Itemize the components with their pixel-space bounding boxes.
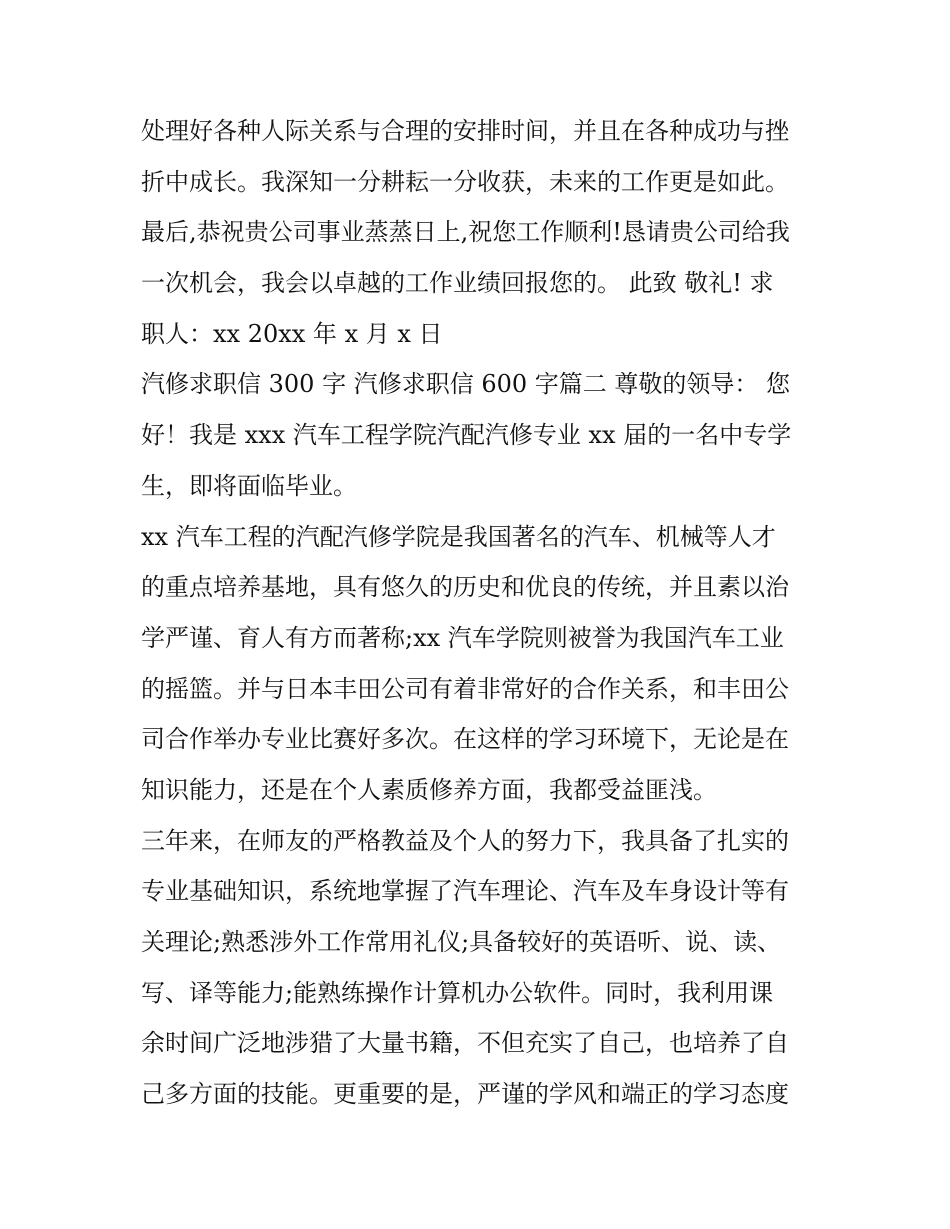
text-line: 的重点培养基地，具有悠久的历史和优良的传统，并且素以治 bbox=[141, 573, 789, 602]
text-line: 最后,恭祝贵公司事业蒸蒸日上,祝您工作顺利!恳请贵公司给我 bbox=[141, 218, 790, 247]
text-line: 处理好各种人际关系与合理的安排时间，并且在各种成功与挫 bbox=[141, 117, 789, 145]
text-line: 余时间广泛地涉猎了大量书籍，不但充实了自己，也培养了自 bbox=[141, 1029, 789, 1058]
text-line: 一次机会，我会以卓越的工作业绩回报您的。 此致 敬礼! 求 bbox=[141, 269, 774, 298]
text-line: 司合作举办专业比赛好多次。在这样的学习环境下，无论是在 bbox=[141, 725, 789, 754]
text-line: 专业基础知识，系统地掌握了汽车理论、汽车及车身设计等有 bbox=[141, 877, 789, 906]
text-line: 知识能力，还是在个人素质修养方面，我都受益匪浅。 bbox=[141, 775, 717, 804]
text-line: 职人：xx 20xx 年 x 月 x 日 bbox=[141, 319, 443, 348]
body-text bbox=[141, 106, 821, 1120]
text-line: 的摇篮。并与日本丰田公司有着非常好的合作关系，和丰田公 bbox=[141, 674, 789, 703]
text-line: 写、译等能力;能熟练操作计算机办公软件。同时，我利用课 bbox=[141, 978, 774, 1007]
text-line: 关理论;熟悉涉外工作常用礼仪;具备较好的英语听、说、读、 bbox=[141, 928, 782, 956]
text-line: 生，即将面临毕业。 bbox=[141, 471, 357, 500]
text-line: 折中成长。我深知一分耕耘一分收获，未来的工作更是如此。 bbox=[141, 167, 789, 196]
text-line: 学严谨、育人有方而著称;xx 汽车学院则被誉为我国汽车工业 bbox=[141, 623, 784, 652]
text-line: 己多方面的技能。更重要的是，严谨的学风和端正的学习态度 bbox=[141, 1080, 789, 1109]
text-line: 好！我是 xxx 汽车工程学院汽配汽修专业 xx 届的一名中专学 bbox=[141, 421, 792, 450]
text-line: 三年来，在师友的严格教益及个人的努力下，我具备了扎实的 bbox=[141, 826, 789, 855]
text-line: 汽修求职信 300 字 汽修求职信 600 字篇二 尊敬的领导： 您 bbox=[141, 370, 791, 399]
text-line: xx 汽车工程的汽配汽修学院是我国著名的汽车、机械等人才 bbox=[141, 522, 776, 551]
